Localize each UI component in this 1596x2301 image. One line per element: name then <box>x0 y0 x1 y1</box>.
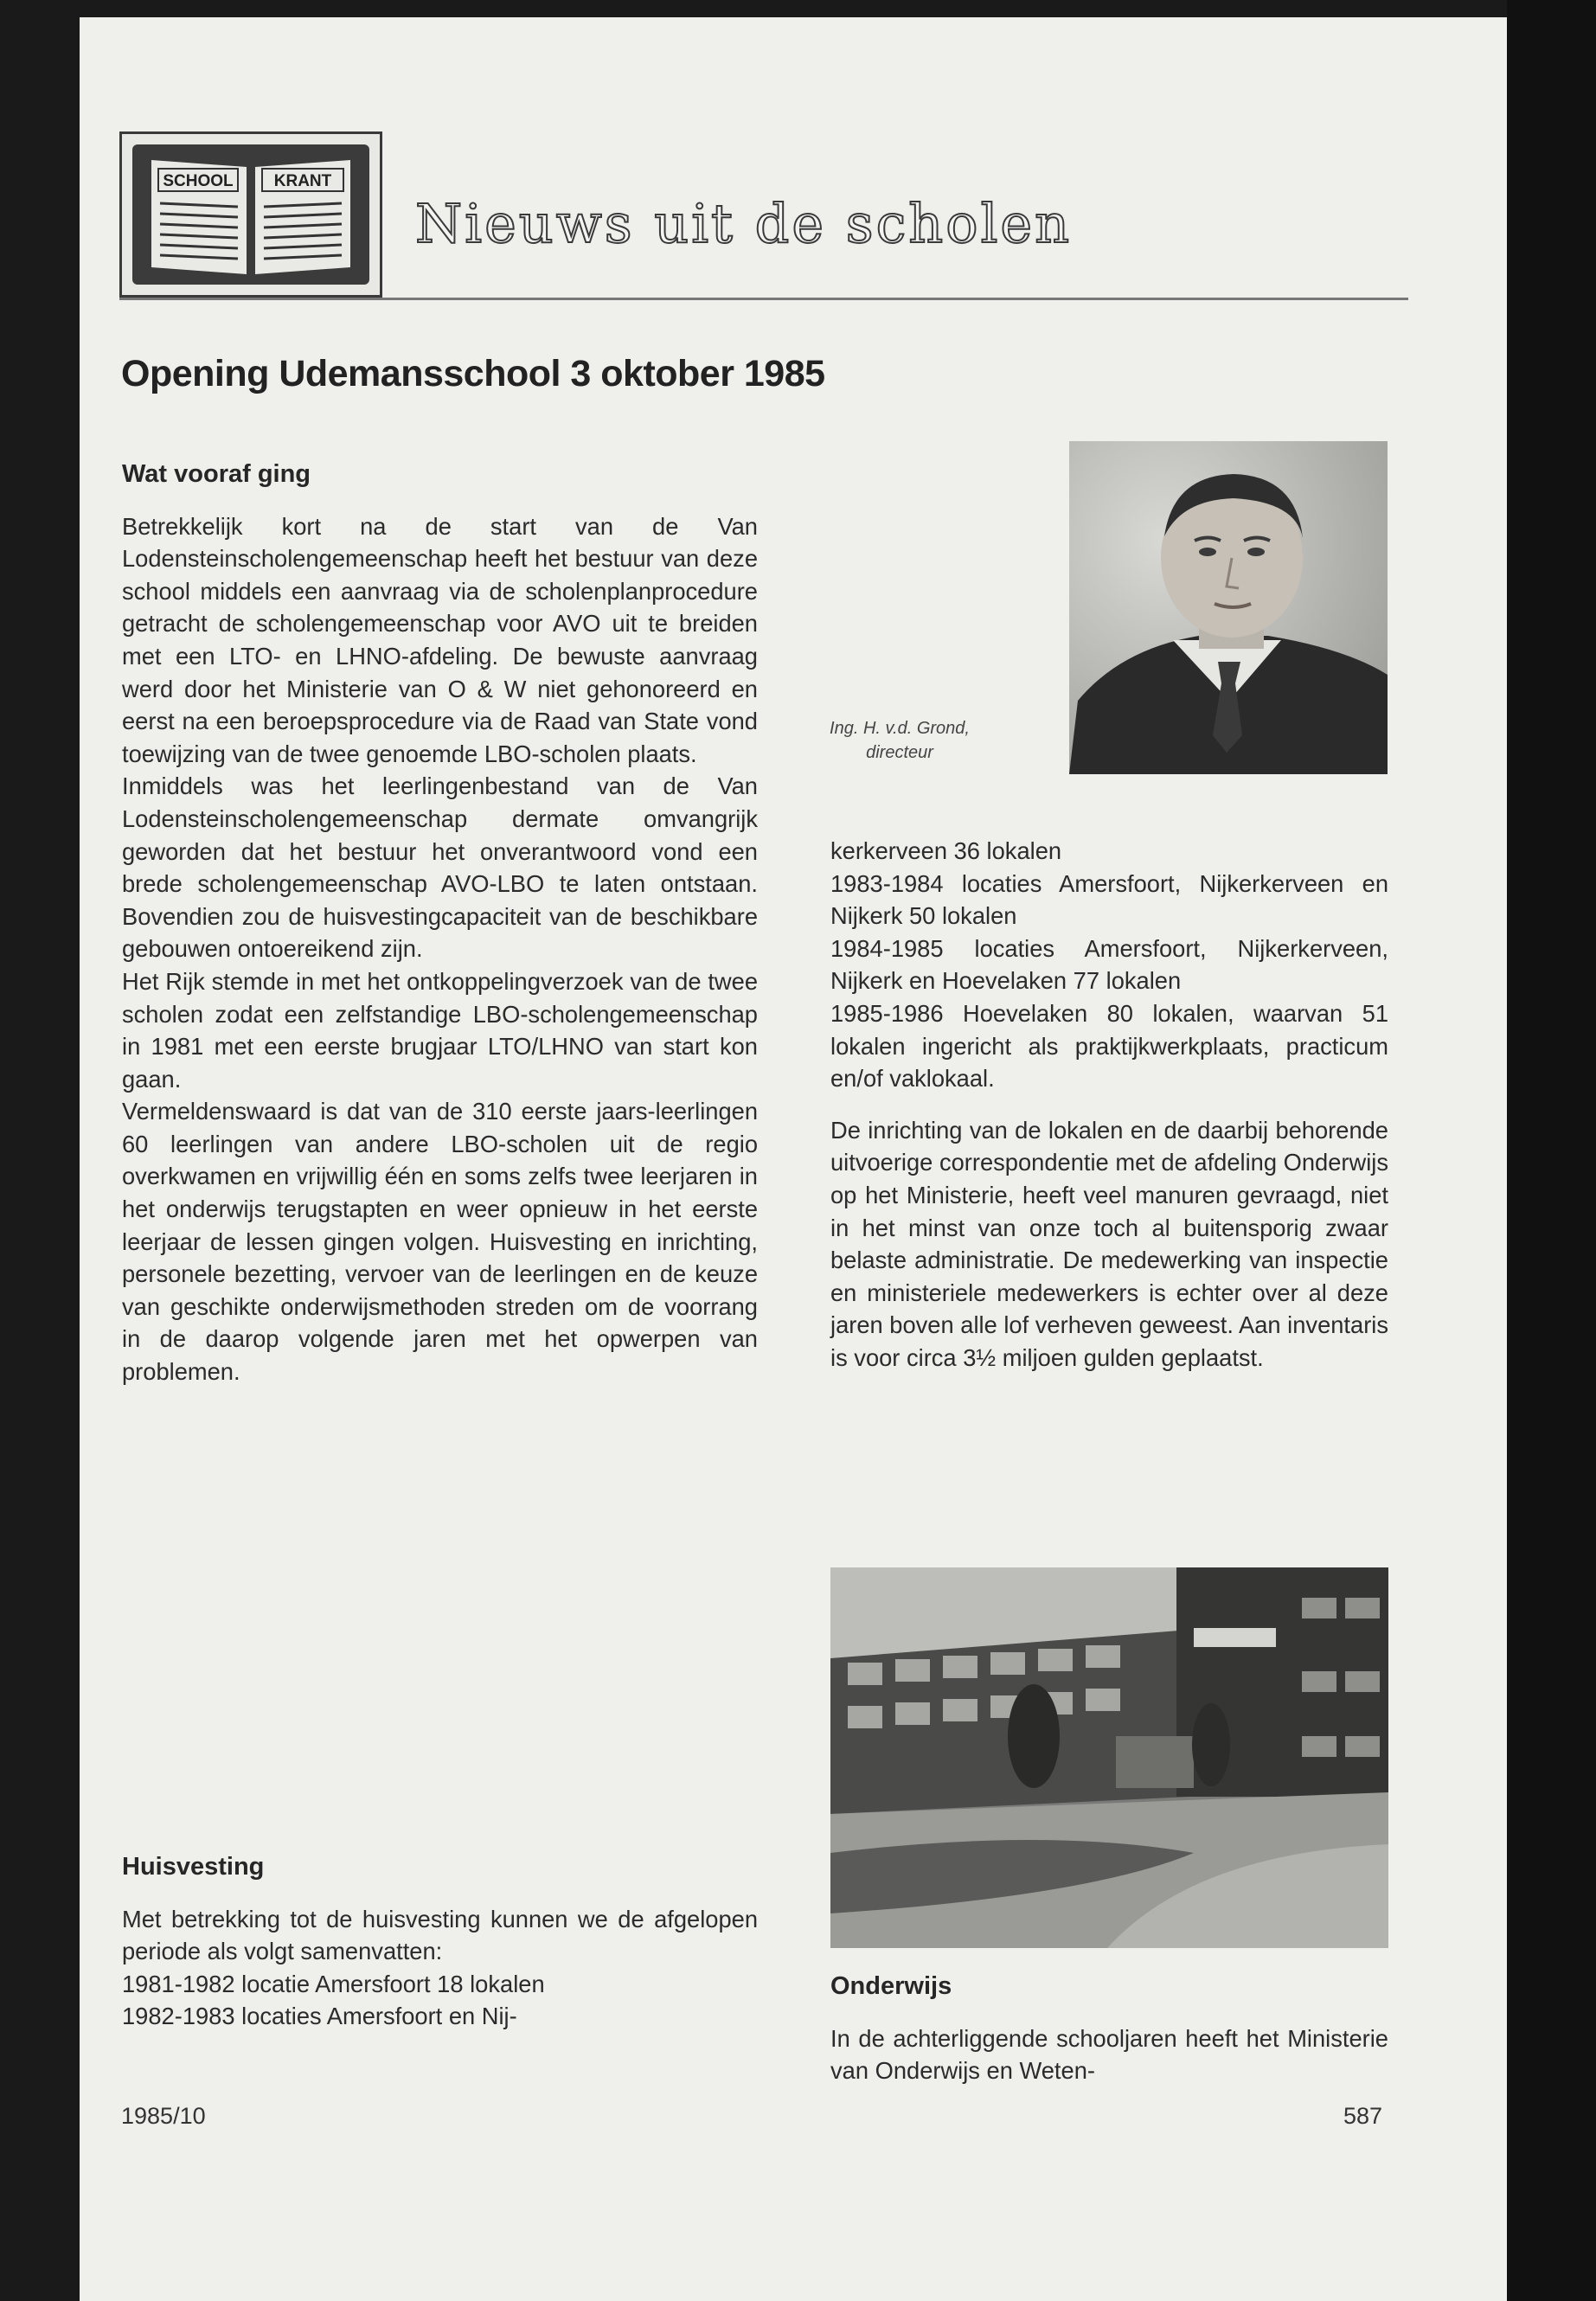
paragraph: Met betrekking tot de huisvesting kunnen we de afgelopen periode als volgt samenvatten: <box>122 1905 758 1965</box>
page-number: 587 <box>1343 2103 1382 2129</box>
paragraph: Inmiddels was het leerlingenbestand van de Van Lodensteinscholengemeenschap dermate omvangrijk geworden dat het bestuur het onverantwoord vond een brede scholengemeenschap AVO-LBO te laten ontstaan. Bovendien zou de huisvestingcapaciteit van de beschikbare gebouwen ontoereikend zijn. <box>122 772 758 963</box>
schoolkrant-logo <box>119 131 382 298</box>
portrait-caption <box>744 716 1055 765</box>
housing-line: 1981-1982 locatie Amersfoort 18 lokalen <box>122 1970 545 1997</box>
paragraph: De inrichting van de lokalen en de daarbij behorende uitvoerige correspondentie met de afdeling Onderwijs op het Ministerie, heeft veel manuren gevraagd, niet in het minst van onze toch al buitensporig zwaar belaste administratie. De medewerking van inspectie en ministeriele medewerkers is echter over al deze jaren boven alle lof verheven geweest. Aan inventaris is voor circa 3½ miljoen gulden geplaatst. <box>830 1116 1388 1371</box>
housing-line: 1982-1983 locaties Amersfoort en Nij- <box>122 2003 517 2030</box>
housing-line: 1984-1985 locaties Amersfoort, Nijkerkerveen, Nijkerk en Hoevelaken 77 lokalen <box>830 934 1388 995</box>
housing-line: 1985-1986 Hoevelaken 80 lokalen, waarvan 51 lokalen ingericht als praktijkwerkplaats, practicum en/of vaklokaal. <box>830 999 1388 1093</box>
logo-word-krant: KRANT <box>273 172 332 190</box>
paragraph: In de achterliggende schooljaren heeft het Ministerie van Onderwijs en Weten- <box>830 2024 1388 2085</box>
page-edge-shadow <box>1507 0 1596 2301</box>
article-headline: Opening Udemansschool 3 oktober 1985 <box>121 353 825 394</box>
portrait-photo <box>1069 441 1388 774</box>
caption-role: directeur <box>866 743 933 762</box>
right-column-bottom <box>830 1971 1388 2087</box>
section-heading-wat-vooraf-ging: Wat vooraf ging <box>122 460 311 488</box>
housing-line: 1983-1984 locaties Amersfoort, Nijkerkerveen en Nijkerk 50 lokalen <box>830 869 1388 930</box>
issue-number: 1985/10 <box>121 2103 206 2129</box>
left-column-bottom <box>122 1851 758 2033</box>
paragraph: Het Rijk stemde in met het ontkoppelingverzoek van de twee scholen zodat een zelfstandige LBO-scholengemeenschap in 1981 met een eerste brugjaar LTO/LHNO van start kon gaan. <box>122 967 758 1093</box>
housing-line: kerkerveen 36 lokalen <box>830 837 1062 864</box>
section-heading-onderwijs: Onderwijs <box>830 1972 952 2000</box>
left-column <box>122 458 758 1388</box>
newspaper-icon <box>132 144 369 285</box>
paragraph: Vermeldenswaard is dat van de 310 eerste jaars-leerlingen 60 leerlingen van andere LBO-scholen uit de regio overkwamen en vrijwillig één en soms zelfs twee leerjaren in het onderwijs terugstapten en weer opnieuw in het eerste leerjaar de lessen gingen volgen. Huisvesting en inrichting, personele bezetting, vervoer van de leerlingen en de keuze van geschikte onderwijsmethoden streden om de voorrang in de daarop volgende jaren met het opwerpen van problemen. <box>122 1098 758 1386</box>
logo-word-school: SCHOOL <box>163 172 234 190</box>
masthead-divider <box>119 298 1408 300</box>
masthead-title: Nieuws uit de scholen <box>415 192 1073 255</box>
right-column <box>830 835 1388 1375</box>
section-heading-huisvesting: Huisvesting <box>122 1853 265 1881</box>
school-building-photo <box>830 1567 1388 1948</box>
caption-name: Ing. H. v.d. Grond, <box>830 719 970 738</box>
paragraph: Betrekkelijk kort na de start van de Van Lodensteinscholengemeenschap heeft het bestuur van deze school middels een aanvraag via de scholenplanprocedure getracht de scholengemeenschap voor AVO uit te breiden met een LTO- en LHNO-afdeling. De bewuste aanvraag werd door het Ministerie van O & W niet gehonoreerd en eerst na een beroepsprocedure via de Raad van State vond toewijzing van de twee genoemde LBO-scholen plaats. <box>122 512 758 767</box>
